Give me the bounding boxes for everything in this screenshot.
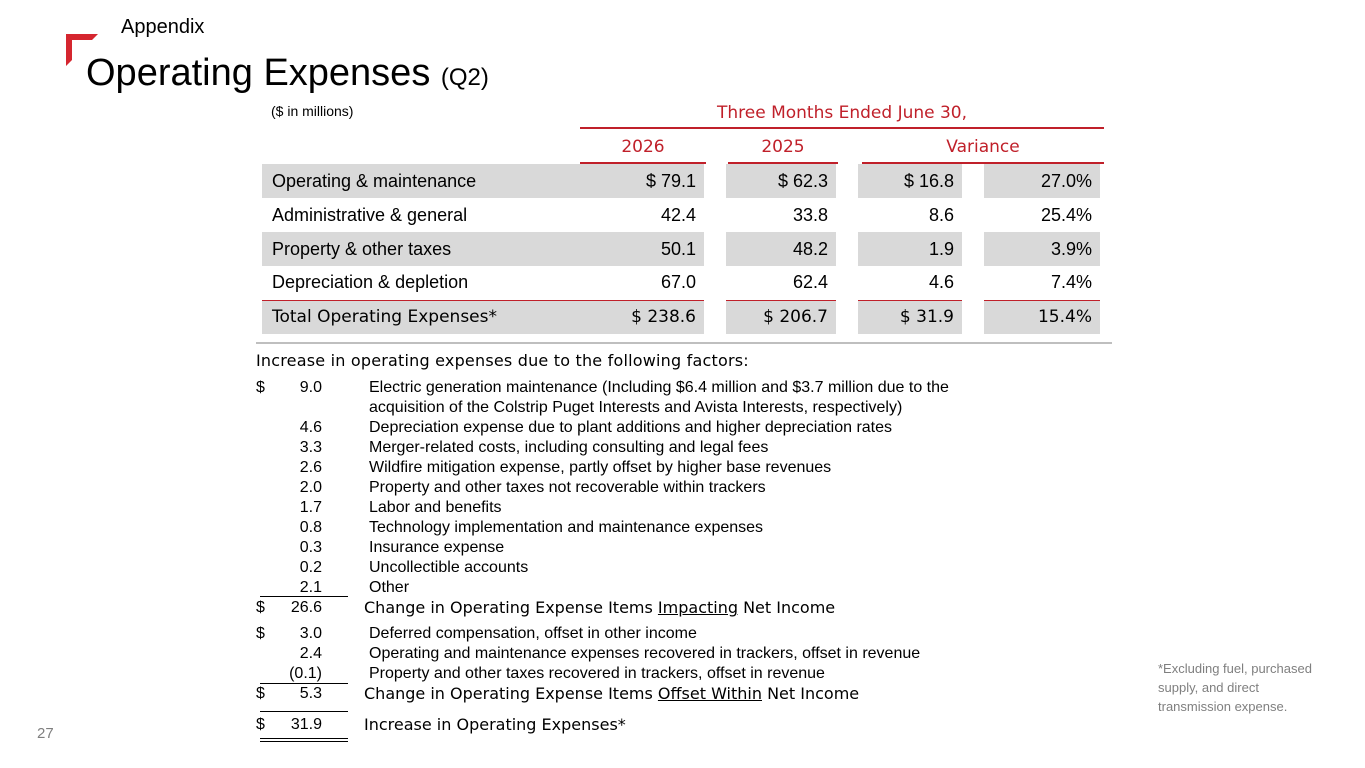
factor-description: Depreciation expense due to plant additions and higher depreciation rates <box>369 419 893 436</box>
factor-row <box>256 558 1116 578</box>
factor-description: Property and other taxes not recoverable within trackers <box>369 479 766 496</box>
cell-2026: 42.4 <box>660 204 696 225</box>
currency-sign: $ <box>256 379 265 396</box>
factor-amount: 2.4 <box>299 645 322 662</box>
factor-amount: 3.0 <box>299 625 322 642</box>
factor-row <box>256 518 1116 538</box>
page-title: Operating Expenses (Q2) <box>86 52 489 94</box>
factor-description: Insurance expense <box>369 539 505 556</box>
units-note: ($ in millions) <box>271 103 354 119</box>
factor-amount: 31.9 <box>290 716 322 733</box>
currency-sign: $ <box>256 599 265 616</box>
factor-amount: 9.0 <box>299 379 322 396</box>
currency-sign: $ <box>256 625 265 642</box>
double-underline <box>260 741 348 742</box>
factor-description: Deferred compensation, offset in other income <box>369 625 697 642</box>
factor-description: Property and other taxes recovered in trackers, offset in revenue <box>369 665 825 682</box>
col-header-2025: 2025 <box>761 137 805 157</box>
row-label: Depreciation & depletion <box>272 272 469 293</box>
column-gap <box>962 164 984 198</box>
factor-row <box>256 624 1116 644</box>
factor-row <box>256 418 1116 438</box>
factor-amount: 0.3 <box>299 539 322 556</box>
description-post: Net Income <box>738 598 836 617</box>
cell-variance-percent: 27.0% <box>984 164 1100 198</box>
factor-description <box>364 598 835 618</box>
cell-2026: 50.1 <box>578 232 704 266</box>
cell-2025: 48.2 <box>726 232 836 266</box>
factor-amount: 3.3 <box>299 439 322 456</box>
table-row <box>262 266 1100 300</box>
column-gap <box>962 300 984 334</box>
factor-description: Increase in Operating Expenses* <box>364 715 626 734</box>
footnote: *Excluding fuel, purchased supply, and direct transmission expense. <box>1158 661 1312 714</box>
description-emph: Offset Within <box>657 684 762 703</box>
factor-amount: (0.1) <box>289 665 322 682</box>
column-gap <box>962 232 984 266</box>
cell-2025: 62.4 <box>792 272 828 293</box>
row-label: Property & other taxes <box>262 232 578 266</box>
factors-title: Increase in operating expenses due to the following factors: <box>256 351 749 370</box>
factor-amount: 0.2 <box>299 559 322 576</box>
factor-description-continued: acquisition of the Colstrip Puget Interests and Avista Interests, respectively) <box>369 399 903 416</box>
column-gap <box>704 198 726 232</box>
factor-row <box>256 438 1116 458</box>
cell-2025: $ 62.3 <box>726 164 836 198</box>
column-gap <box>836 164 858 198</box>
table-row <box>262 232 1100 266</box>
column-gap <box>704 266 726 300</box>
cell-variance-amount: 1.9 <box>858 232 962 266</box>
cell-variance-percent: 15.4% <box>984 300 1100 334</box>
description-pre: Change in Operating Expense Items <box>364 684 658 703</box>
cell-2026: 67.0 <box>660 272 696 293</box>
description-post: Net Income <box>762 684 860 703</box>
col-header-variance: Variance <box>946 137 1020 157</box>
column-gap <box>704 164 726 198</box>
cell-2025: $ 206.7 <box>726 300 836 334</box>
factor-description <box>364 684 859 704</box>
column-gap <box>836 198 858 232</box>
row-label: Administrative & general <box>272 204 468 225</box>
column-gap <box>836 266 858 300</box>
period-rule <box>580 127 1104 129</box>
period-header: Three Months Ended June 30, <box>716 103 968 123</box>
column-gap <box>836 232 858 266</box>
cell-2025: 33.8 <box>792 204 828 225</box>
factor-description: Merger-related costs, including consulting and legal fees <box>369 439 769 456</box>
factor-description: Electric generation maintenance (Including $6.4 million and $3.7 million due to the <box>369 379 949 396</box>
factor-amount: 0.8 <box>299 519 322 536</box>
factor-row <box>256 478 1116 498</box>
cell-variance-percent: 3.9% <box>984 232 1100 266</box>
factor-total-row <box>256 715 1116 735</box>
factor-amount: 2.1 <box>299 579 322 596</box>
row-label: Operating & maintenance <box>262 164 578 198</box>
factor-row <box>256 644 1116 664</box>
factor-row <box>256 578 1116 598</box>
factor-description: Labor and benefits <box>369 499 502 516</box>
column-gap <box>704 300 726 334</box>
column-gap <box>962 266 984 300</box>
table-row <box>262 300 1100 334</box>
table-bottom-rule <box>256 342 1112 344</box>
table-row <box>262 164 1100 198</box>
col-header-2026: 2026 <box>621 137 665 157</box>
factor-total-row <box>256 598 1116 618</box>
description-pre: Change in Operating Expense Items <box>364 598 658 617</box>
factor-row <box>256 498 1116 518</box>
cell-variance-amount: 4.6 <box>928 272 954 293</box>
double-underline <box>260 738 348 739</box>
factor-amount: 4.6 <box>299 419 322 436</box>
factor-description: Technology implementation and maintenance expenses <box>369 519 764 536</box>
cell-2026: $ 79.1 <box>578 164 704 198</box>
cell-variance-percent: 7.4% <box>1050 272 1092 293</box>
factor-description: Uncollectible accounts <box>369 559 529 576</box>
total-rule <box>260 711 348 712</box>
factor-row <box>256 458 1116 478</box>
factor-total-row <box>256 684 1116 704</box>
table-row <box>262 198 1100 232</box>
cell-variance-percent: 25.4% <box>1040 204 1092 225</box>
column-gap <box>962 198 984 232</box>
cell-variance-amount: $ 16.8 <box>858 164 962 198</box>
page-number: 27 <box>37 725 54 742</box>
factor-amount: 2.6 <box>299 459 322 476</box>
factor-amount: 5.3 <box>299 685 322 702</box>
cell-variance-amount: 8.6 <box>928 204 954 225</box>
operating-expenses-table <box>262 164 1100 334</box>
column-gap <box>704 232 726 266</box>
description-emph: Impacting <box>657 598 738 617</box>
subtotal-rule <box>260 596 348 597</box>
factor-amount: 2.0 <box>299 479 322 496</box>
cell-2026: $ 238.6 <box>578 300 704 334</box>
factor-row <box>256 664 1116 684</box>
factor-row <box>256 538 1116 558</box>
factor-amount: 1.7 <box>299 499 322 516</box>
factor-description: Operating and maintenance expenses recovered in trackers, offset in revenue <box>369 645 921 662</box>
currency-sign: $ <box>256 685 265 702</box>
column-gap <box>836 300 858 334</box>
factor-description: Wildfire mitigation expense, partly offset by higher base revenues <box>369 459 832 476</box>
factor-amount: 26.6 <box>290 599 322 616</box>
row-label: Total Operating Expenses* <box>262 300 578 334</box>
factor-row <box>256 378 1116 398</box>
section-label: Appendix <box>121 16 205 38</box>
factor-description: Other <box>369 579 410 596</box>
currency-sign: $ <box>256 716 265 733</box>
cell-variance-amount: $ 31.9 <box>858 300 962 334</box>
